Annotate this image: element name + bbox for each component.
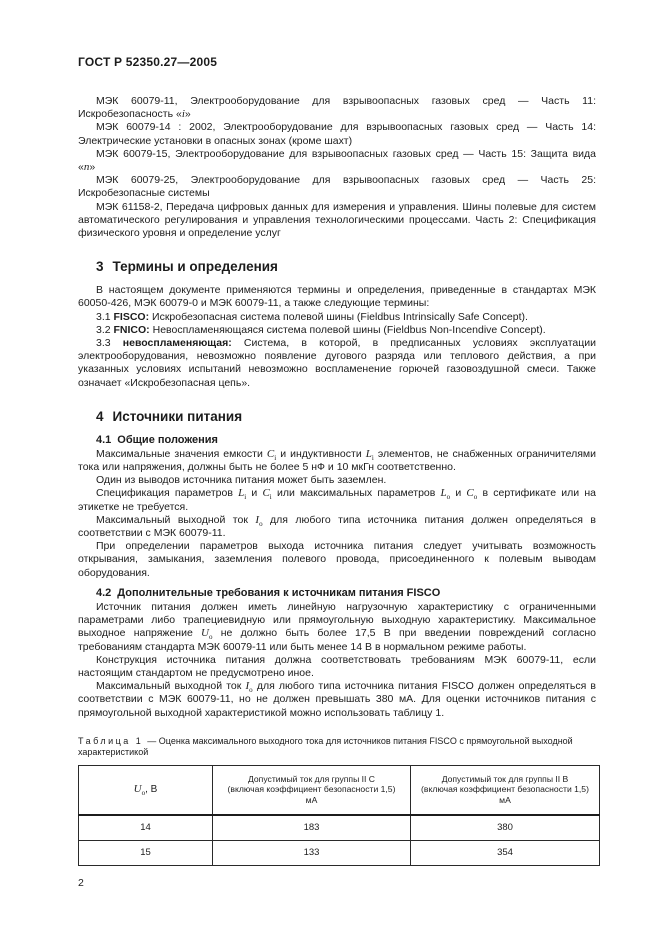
table-cell: 183 bbox=[213, 815, 411, 841]
table-row bbox=[79, 815, 600, 841]
section-number: 4.1 bbox=[96, 433, 112, 446]
table-cell: 15 bbox=[79, 840, 213, 865]
table-caption bbox=[78, 736, 596, 759]
reference-paragraph: МЭК 61158-2, Передача цифровых данных для измерения и управления. Шины полевые для систем автоматического регулирования и управления технологическими процессами. Часть 2: Спецификация физического уровня и определение услуг bbox=[78, 200, 596, 240]
term-item: 3.3 невоспламеняющая: Система, в которой, в предписанных условиях эксплуатации электрооборудования, невозможно появление дугового разряда или теплового действия, а при указанных условиях испытаний невозможно воспламенение горючей газовоздушной смеси. Также означает «Искробезопасная цепь». bbox=[78, 337, 596, 389]
table-cell: 354 bbox=[411, 840, 600, 865]
page-number: 2 bbox=[78, 876, 84, 889]
reference-paragraph: МЭК 60079-15, Электрооборудование для взрывоопасных газовых сред — Часть 15: Защита вида «n» bbox=[78, 147, 596, 174]
section-title: Дополнительные требования к источникам питания FISCO bbox=[117, 586, 441, 599]
paragraph: Один из выводов источника питания может быть заземлен. bbox=[96, 474, 387, 487]
page-content bbox=[78, 55, 596, 889]
term-item: 3.1 FISCO: Искробезопасная система полевой шины (Fieldbus Intrinsically Safe Concept). bbox=[96, 310, 528, 323]
section-number: 3 bbox=[96, 259, 104, 275]
paragraph: Максимальный выходной ток $I_o$ для любого типа источника питания должен определяться в соответствии с МЭК 60079-11. bbox=[78, 513, 596, 540]
reference-paragraph: МЭК 60079-25, Электрооборудование для взрывоопасных газовых сред — Часть 25: Искробезопасные системы bbox=[78, 174, 596, 200]
reference-paragraph: МЭК 60079-11, Электрооборудование для взрывоопасных газовых сред — Часть 11: Искробезопасность «i» bbox=[78, 95, 596, 121]
table-header-row bbox=[79, 765, 600, 815]
section-number: 4 bbox=[96, 408, 104, 424]
table-header-cell-iib bbox=[411, 765, 600, 815]
table-cell: 133 bbox=[213, 840, 411, 865]
paragraph: Максимальный выходной ток $I_o$ для любого типа источника питания FISCO должен определяться в соответствии с МЭК 60079-11, но не должен превышать 380 мА. Для оценки источников питания с прямоугольной выходной характеристикой можно использовать таблицу 1. bbox=[78, 680, 596, 719]
table-header-cell-uo: $U_o$, В bbox=[79, 765, 213, 815]
section-number: 4.2 bbox=[96, 586, 112, 599]
column-title: Допустимый ток для группы II В bbox=[441, 773, 569, 784]
section-title: Общие положения bbox=[117, 433, 218, 446]
table-cell: 14 bbox=[79, 815, 213, 841]
table-header-cell-iic bbox=[213, 765, 411, 815]
column-note: (включая коэффициент безопасности 1,5) bbox=[227, 784, 396, 795]
references-section bbox=[78, 95, 596, 240]
section-4-2-heading bbox=[78, 587, 596, 599]
column-unit: мА bbox=[499, 794, 511, 805]
paragraph: При определении параметров выхода источника питания следует учитывать возможность открывания, замыкания, заземления полевого провода, присоединенного к полевым выводам оборудования. bbox=[78, 540, 596, 579]
table-cell: 380 bbox=[411, 815, 600, 841]
paragraph: Источник питания должен иметь линейную нагрузочную характеристику с ограниченными параметрами либо трапециевидную или прямоугольную выходную характеристику. Максимальное выходное напряжение $U_o$ не должно быть более 17,5 В при введении повреждений согласно требованиям стандарта МЭК 60079-11 или быть менее 14 В в нормальном режиме работы. bbox=[78, 600, 597, 653]
term-item: 3.2 FNICO: Невоспламеняющаяся система полевой шины (Fieldbus Non-Incendive Concept). bbox=[96, 323, 546, 336]
column-note: (включая коэффициент безопасности 1,5) bbox=[421, 784, 589, 795]
table-caption-label: Таблица 1 bbox=[78, 735, 144, 746]
section-4-1-heading bbox=[78, 434, 596, 446]
section-title: Термины и определения bbox=[112, 259, 278, 275]
column-title: Допустимый ток для группы II С bbox=[247, 773, 376, 784]
table-row bbox=[79, 840, 600, 865]
paragraph: Спецификация параметров $L_i$ и $C_i$ или максимальных параметров $L_o$ и $C_o$ в сертификате или на этикетке не требуется. bbox=[78, 487, 596, 513]
section-4-heading bbox=[78, 409, 596, 424]
standard-number-header: ГОСТ Р 52350.27—2005 bbox=[78, 55, 218, 69]
paragraph: Конструкция источника питания должна соответствовать требованиям МЭК 60079-11, если настоящим стандартом не предусмотрено иное. bbox=[78, 653, 596, 679]
column-unit: мА bbox=[305, 794, 318, 805]
section-3-intro: В настоящем документе применяются термины и определения, приведенные в стандартах МЭК 60050-426, МЭК 60079-0 и МЭК 60079-11, а также следующие термины: bbox=[78, 284, 596, 310]
paragraph: Максимальные значения емкости $C_i$ и индуктивности $L_i$ элементов, не снабженных ограничителями тока или напряжения, должны быть не более 5 нФ и 10 мкГн соответственно. bbox=[78, 447, 596, 474]
section-title: Источники питания bbox=[112, 408, 243, 424]
table-caption-text: — Оценка максимального выходного тока для источников питания FISCO с прямоугольной выходной характеристикой bbox=[78, 735, 573, 758]
reference-paragraph: МЭК 60079-14 : 2002, Электрооборудование для взрывоопасных газовых сред — Часть 14: Электрические установки в опасных зонах (кроме шахт) bbox=[78, 121, 596, 147]
table-1 bbox=[78, 765, 600, 866]
section-3-heading bbox=[78, 259, 596, 274]
